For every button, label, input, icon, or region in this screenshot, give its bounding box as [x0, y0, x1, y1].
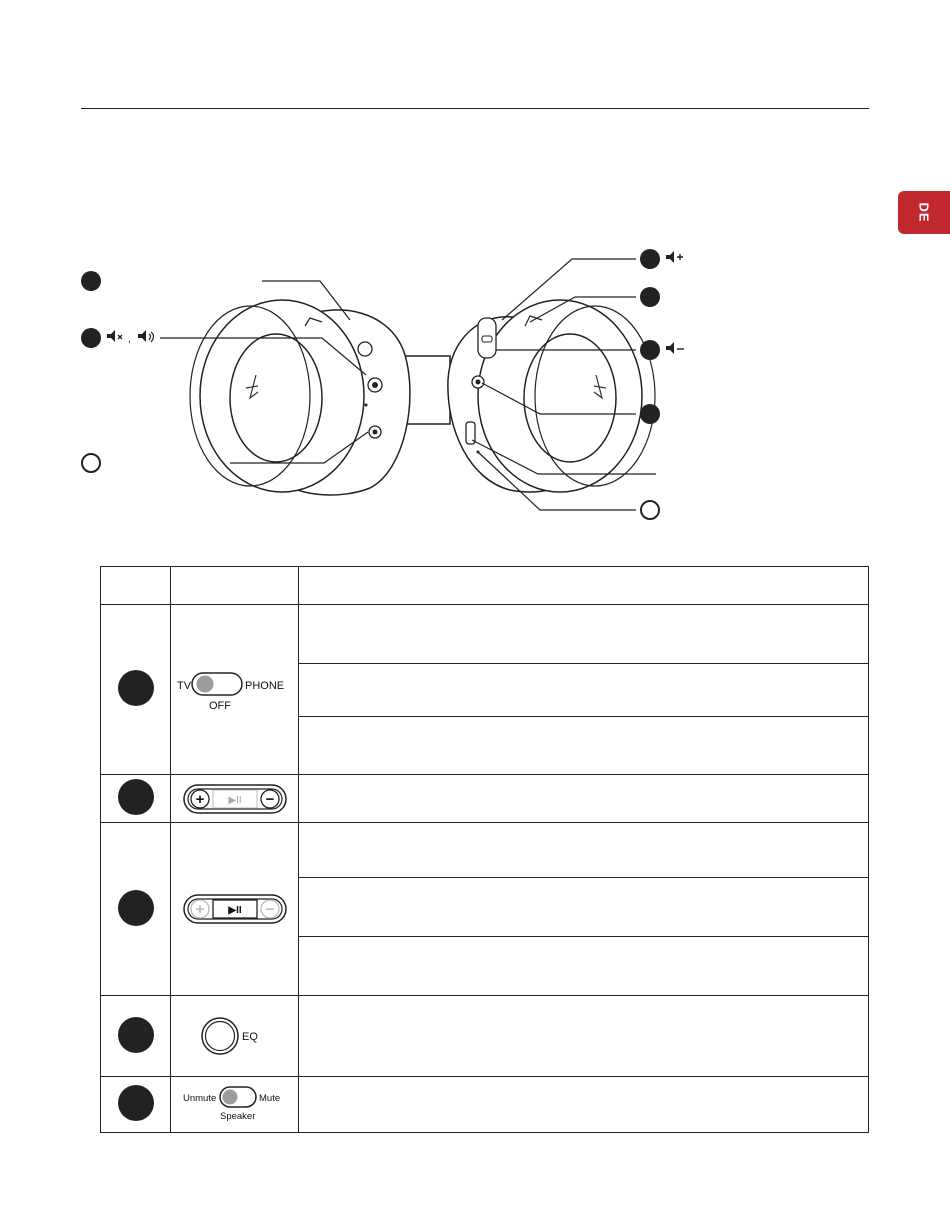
- control-cell: [171, 775, 299, 823]
- left-earcup: [190, 300, 410, 495]
- callout-marker: [640, 287, 660, 307]
- speaker-mute-icon: [107, 330, 122, 342]
- switch-label-left: TV: [176, 679, 191, 692]
- eq-label: EQ: [241, 1031, 258, 1043]
- play-label: ▶II: [227, 794, 242, 806]
- switch-label-left: Unmute: [182, 1092, 216, 1104]
- table-row: [101, 605, 869, 664]
- switch-label-right: PHONE: [244, 679, 284, 692]
- header-cell-control: [171, 567, 299, 605]
- header-cell-description: [299, 567, 869, 605]
- switch-label-right: Mute: [258, 1092, 280, 1104]
- row-marker: [101, 605, 171, 775]
- minus-label: −: [265, 790, 274, 808]
- speaker-switch-icon: [183, 1085, 287, 1125]
- source-switch-icon: [175, 667, 295, 713]
- play-label: ▶II: [227, 905, 242, 916]
- controls-table: [100, 566, 869, 1133]
- control-cell: [171, 605, 299, 775]
- callout-marker: [640, 249, 660, 269]
- callout-marker: [641, 501, 659, 519]
- headset-diagram: [0, 0, 950, 560]
- callout-marker: [118, 779, 154, 815]
- switch-label-bottom: OFF: [208, 699, 231, 712]
- callout-marker: [81, 328, 101, 348]
- callout-marker: [118, 670, 154, 706]
- row-marker: [101, 823, 171, 996]
- volume-up-icon: [666, 251, 683, 263]
- svg-text:,: ,: [128, 334, 131, 345]
- minus-label: −: [265, 901, 274, 918]
- eq-button-icon: [200, 1014, 270, 1058]
- table-row: [101, 1077, 869, 1133]
- description-cell: [299, 1077, 869, 1133]
- control-cell: [171, 996, 299, 1077]
- description-cell: [299, 717, 869, 775]
- callout-marker: [640, 404, 660, 424]
- callout-marker: [118, 890, 154, 926]
- description-cell: [299, 878, 869, 937]
- play-pause-bar-icon: [183, 893, 287, 925]
- plus-label: +: [195, 901, 204, 918]
- table-row: [101, 996, 869, 1077]
- table-row: [101, 823, 869, 878]
- table-row: [101, 775, 869, 823]
- description-cell: [299, 937, 869, 996]
- switch-label-bottom: Speaker: [219, 1110, 255, 1122]
- row-marker: [101, 775, 171, 823]
- callout-marker: [82, 454, 100, 472]
- row-marker: [101, 996, 171, 1077]
- row-marker: [101, 1077, 171, 1133]
- table-header-row: [101, 567, 869, 605]
- eq-button-icon: [358, 342, 372, 356]
- control-cell: [171, 823, 299, 996]
- description-cell: [299, 605, 869, 664]
- description-cell: [299, 823, 869, 878]
- control-cell: [171, 1077, 299, 1133]
- callout-marker: [640, 340, 660, 360]
- callout-marker: [118, 1085, 154, 1121]
- plus-label: +: [195, 790, 204, 808]
- language-tab-label: DE: [916, 202, 932, 223]
- right-earcup: [448, 300, 655, 492]
- header-cell-number: [101, 567, 171, 605]
- volume-down-icon: [666, 342, 684, 354]
- volume-bar-icon: [183, 783, 287, 815]
- callout-marker: [118, 1017, 154, 1053]
- description-cell: [299, 664, 869, 717]
- description-cell: [299, 996, 869, 1077]
- description-cell: [299, 775, 869, 823]
- callout-marker: [81, 271, 101, 291]
- speaker-sound-icon: [138, 330, 154, 342]
